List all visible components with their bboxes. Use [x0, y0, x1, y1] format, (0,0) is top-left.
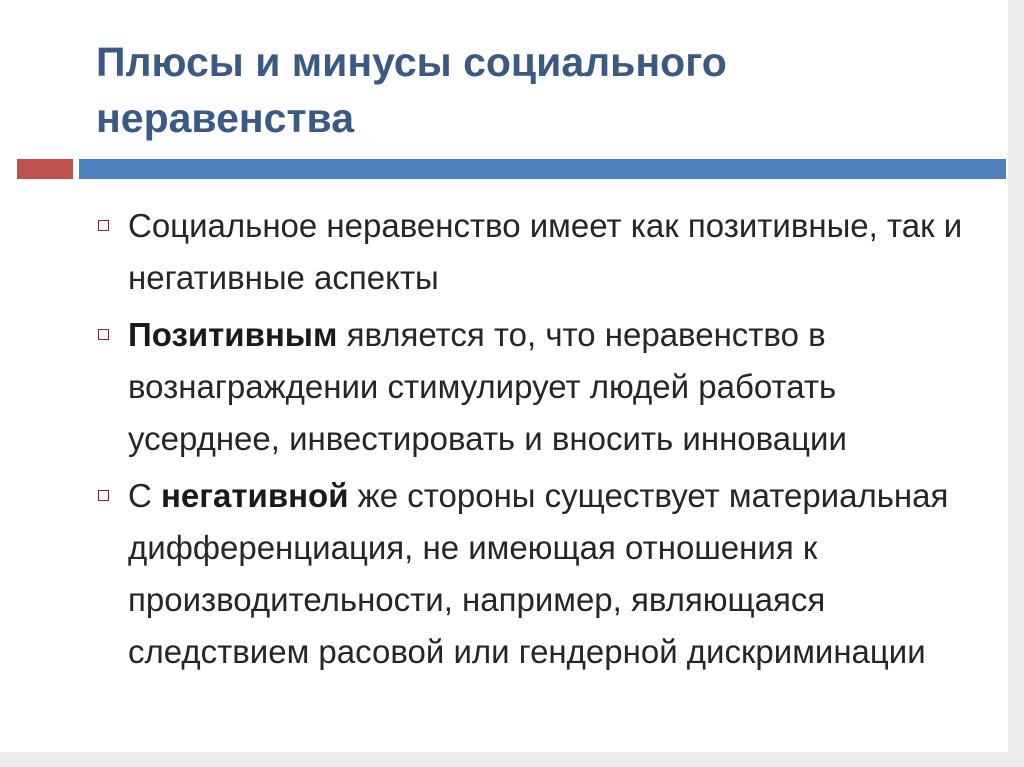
- bullet-text: же стороны существует материальная дифференциация, не имеющая отношения к производительности, например, являющаяся следствием расовой или гендерной дискриминации: [128, 477, 949, 670]
- title-divider-accent: [17, 159, 73, 179]
- bullet-item-aspects: [96, 200, 976, 304]
- title-divider-bar: [79, 159, 1006, 179]
- bullet-text: Социальное неравенство имеет как позитивные, так и негативные аспекты: [128, 207, 963, 296]
- slide-title: Плюсы и минусы социального неравенства: [96, 39, 727, 141]
- square-bullet-icon: [98, 220, 109, 231]
- bullet-prefix: С: [128, 477, 161, 514]
- bullet-list: [96, 200, 976, 683]
- bullet-bold-term: негативной: [161, 477, 349, 514]
- bullet-item-positive: [96, 309, 976, 465]
- slide-frame-right: [1008, 0, 1024, 767]
- square-bullet-icon: [98, 490, 109, 501]
- bullet-bold-term: Позитивным: [128, 316, 338, 353]
- bullet-item-negative: [96, 470, 976, 678]
- bullet-text: является то, что неравенство в вознаграждении стимулирует людей работать усерднее, инвестировать и вносить инновации: [128, 316, 847, 457]
- square-bullet-icon: [98, 329, 109, 340]
- slide-frame-bottom: [0, 752, 1024, 767]
